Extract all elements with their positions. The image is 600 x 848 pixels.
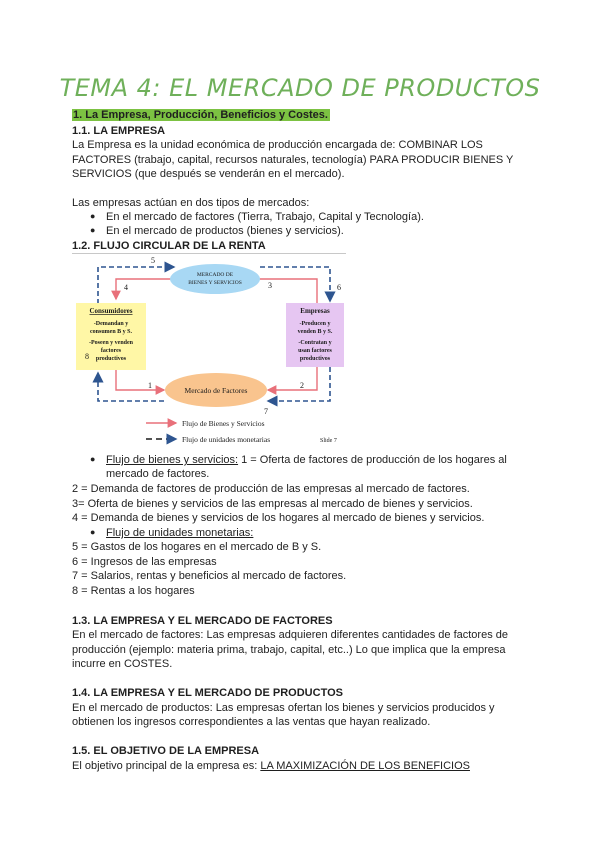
legend-goods-label: Flujo de Bienes y Servicios — [182, 419, 265, 428]
consumers-title: Consumidores — [89, 307, 133, 315]
factor-market-label: Mercado de Factores — [184, 386, 248, 395]
flow-number-8: 8 — [85, 352, 89, 361]
circular-flow-diagram — [72, 255, 362, 450]
flow-line: 5 = Gastos de los hogares en el mercado de B y S. — [72, 541, 322, 553]
paragraph-line: SERVICIOS (que después se venderán en el mercado). — [72, 168, 345, 180]
product-market-oval — [170, 264, 260, 294]
flow-line: 3= Oferta de bienes y servicios de las empresas al mercado de bienes y servicios. — [72, 498, 473, 510]
paragraph-line: FACTORES (trabajo, capital, recursos naturales, tecnología) PARA PRODUCIR BIENES Y — [72, 154, 514, 166]
paragraph-line: producción (ejemplo: materia prima, trabajo, capital, etc..) Lo que implica que la empresa — [72, 644, 506, 656]
heading-1-3: 1.3. LA EMPRESA Y EL MERCADO DE FACTORES — [72, 615, 333, 627]
flow-line: 7 = Salarios, rentas y beneficios al mercado de factores. — [72, 570, 347, 582]
list-item: En el mercado de factores (Tierra, Trabajo, Capital y Tecnología). — [106, 211, 424, 223]
bullet-dot: ● — [90, 527, 96, 537]
heading-1-5: 1.5. EL OBJETIVO DE LA EMPRESA — [72, 745, 260, 757]
consumers-line: productivos — [95, 356, 127, 362]
paragraph-line: incurre en COSTES. — [72, 658, 173, 670]
consumers-line: -Poseen y venden — [89, 340, 133, 346]
list-item: En el mercado de productos (bienes y servicios). — [106, 225, 344, 237]
paragraph-line: En el mercado de productos: Las empresas ofertan los bienes y servicios producidos y — [72, 702, 495, 714]
firms-line: usan factores — [298, 348, 332, 354]
flow-line: 2 = Demanda de factores de producción de las empresas al mercado de factores. — [72, 483, 470, 495]
paragraph-line: obtienen los ingresos correspondientes a las ventas que hayan realizado. — [72, 716, 431, 728]
firms-line: venden B y S. — [297, 329, 333, 335]
firms-line: productivos — [299, 356, 331, 362]
page-title: TEMA 4: EL MERCADO DE PRODUCTOS — [59, 74, 541, 102]
consumers-line: -Demandan y — [93, 321, 129, 327]
flow-number-2: 2 — [300, 381, 304, 390]
list-item-continuation: mercado de factores. — [106, 468, 210, 480]
flow-line: 4 = Demanda de bienes y servicios de los hogares al mercado de bienes y servicios. — [72, 512, 485, 524]
paragraph-line: El objetivo principal de la empresa es: LA MAXIMIZACIÓN DE LOS BENEFICIOS — [72, 760, 470, 772]
flow-number-7: 7 — [264, 407, 268, 416]
consumers-line: consumen B y S. — [89, 329, 133, 335]
paragraph-line: Las empresas actúan en dos tipos de mercados: — [72, 197, 310, 209]
flow-number-6: 6 — [337, 283, 341, 292]
bullet-dot: ● — [90, 225, 96, 235]
list-item: Flujo de bienes y servicios: 1 = Oferta de factores de producción de los hogares al — [106, 454, 507, 466]
slide-number: Slide 7 — [320, 438, 337, 444]
product-market-label: MERCADO DE — [196, 272, 234, 278]
section-heading-1: 1. La Empresa, Producción, Beneficios y Costes. — [73, 109, 328, 121]
flow-number-4: 4 — [124, 283, 128, 292]
firms-line: -Contratan y — [298, 340, 332, 346]
paragraph-line: En el mercado de factores: Las empresas adquieren diferentes cantidades de factores de — [72, 629, 508, 641]
firms-title: Empresas — [300, 307, 330, 315]
money-flow-8 — [98, 373, 164, 401]
firms-line: -Producen y — [299, 321, 331, 327]
goods-flow-1 — [116, 370, 164, 390]
goods-flow-2 — [268, 367, 317, 390]
bullet-dot: ● — [90, 211, 96, 221]
flow-number-5: 5 — [151, 256, 155, 265]
flow-line: 8 = Rentas a los hogares — [72, 585, 195, 597]
heading-1-1: 1.1. LA EMPRESA — [72, 125, 166, 137]
flow-number-1: 1 — [148, 381, 152, 390]
consumers-line: factores — [100, 348, 122, 354]
money-flow-7-a — [268, 367, 330, 401]
heading-1-4: 1.4. LA EMPRESA Y EL MERCADO DE PRODUCTOS — [72, 687, 343, 699]
paragraph-line: La Empresa es la unidad económica de producción encargada de: COMBINAR LOS — [72, 139, 483, 151]
heading-rule — [72, 253, 346, 254]
flow-number-3: 3 — [268, 281, 272, 290]
legend-money-label: Flujo de unidades monetarias — [182, 435, 271, 444]
bullet-dot: ● — [90, 454, 96, 464]
list-item: Flujo de unidades monetarias: — [106, 527, 254, 539]
heading-1-2: 1.2. FLUJO CIRCULAR DE LA RENTA — [72, 240, 266, 252]
flow-line: 6 = Ingresos de las empresas — [72, 556, 217, 568]
product-market-label: BIENES Y SERVICIOS — [188, 280, 242, 286]
